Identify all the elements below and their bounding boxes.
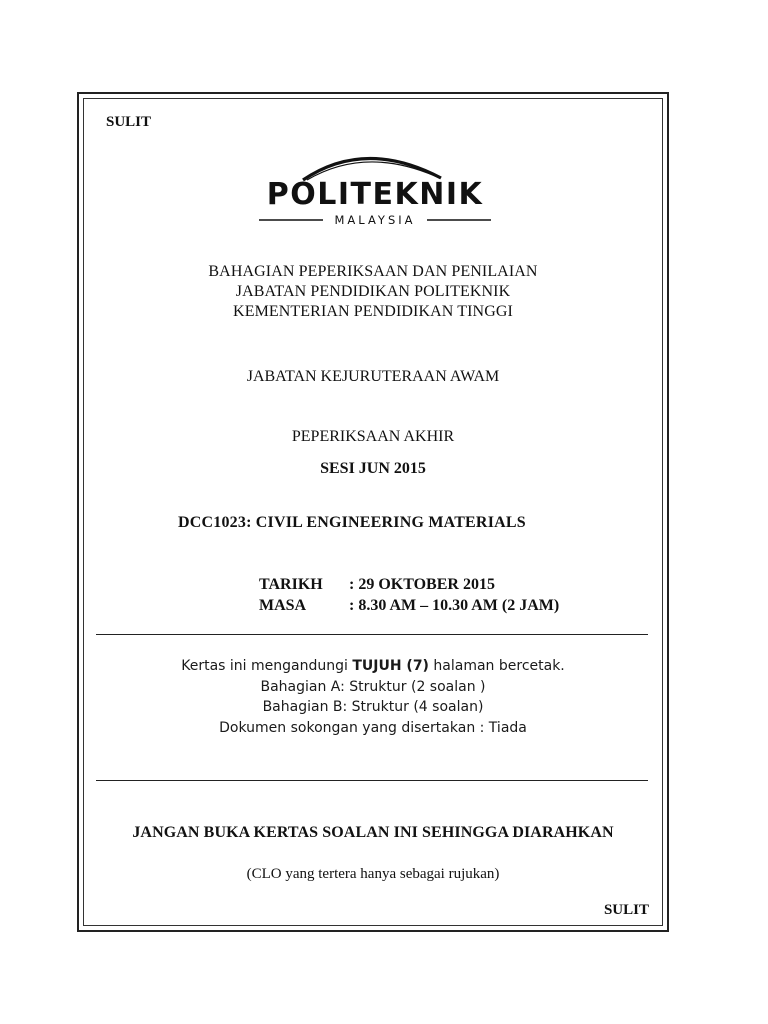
classification-label-bottom: SULIT — [603, 902, 649, 918]
ministry-line-3: KEMENTERIAN PENDIDIKAN TINGGI — [233, 303, 513, 320]
do-not-open-warning: JANGAN BUKA KERTAS SOALAN INI SEHINGGA DIARAHKAN — [132, 824, 614, 841]
support-docs-line: Dokumen sokongan yang disertakan : Tiada — [219, 719, 527, 736]
page-count-prefix: Kertas ini mengandungi — [181, 658, 353, 674]
politeknik-logo — [245, 140, 505, 232]
course-title: DCC1023: CIVIL ENGINEERING MATERIALS — [178, 514, 526, 531]
page-count-bold: TUJUH (7) — [352, 658, 429, 674]
paper-contents — [83, 656, 663, 738]
divider-bottom — [96, 780, 648, 781]
ministry-header — [83, 262, 663, 322]
ministry-line-2: JABATAN PENDIDIKAN POLITEKNIK — [235, 283, 511, 300]
department-name: JABATAN KEJURUTERAAN AWAM — [246, 368, 500, 385]
logo-wordmark: POLITEKNIK — [266, 177, 484, 212]
time-value: : 8.30 AM – 10.30 AM (2 JAM) — [349, 597, 560, 614]
section-b-line: Bahagian B: Struktur (4 soalan) — [262, 699, 484, 715]
exam-session: SESI JUN 2015 — [320, 460, 426, 477]
clo-note: (CLO yang tertera hanya sebagai rujukan) — [246, 866, 500, 882]
page-count-suffix: halaman bercetak. — [428, 658, 565, 674]
page-count-line — [83, 656, 663, 677]
date-value: : 29 OKTOBER 2015 — [349, 576, 495, 593]
ministry-line-1: BAHAGIAN PEPERIKSAAN DAN PENILAIAN — [208, 263, 538, 280]
logo-subtitle: MALAYSIA — [334, 213, 416, 227]
date-label: TARIKH — [259, 576, 323, 593]
divider-top — [96, 634, 648, 635]
time-label: MASA — [259, 597, 307, 614]
section-a-line: Bahagian A: Struktur (2 soalan ) — [260, 678, 486, 695]
exam-type: PEPERIKSAAN AKHIR — [291, 428, 455, 445]
classification-label-top: SULIT — [106, 114, 152, 130]
politeknik-logo-graphic — [245, 140, 505, 232]
